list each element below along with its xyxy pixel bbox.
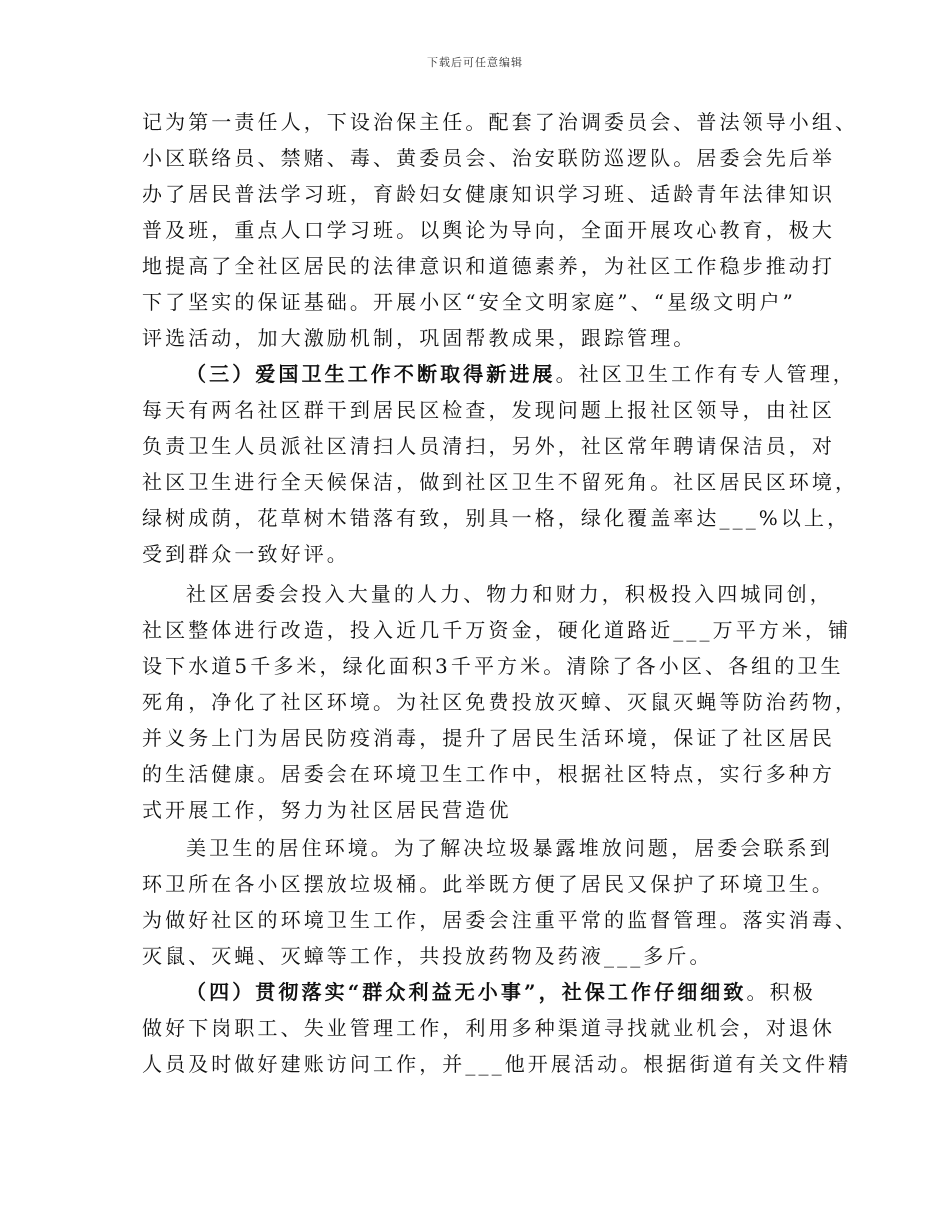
text-run: 。社区卫生工作有专人管理， [555,362,856,386]
text-line: 社区整体进行改造，投入近几千万资金，硬化道路近___万平方米，铺 [142,618,852,642]
text-line: 灭鼠、灭蝇、灭蟑等工作，共投放药物及药液___多斤。 [142,944,713,968]
text-line: 环卫所在各小区摆放垃圾桶。此举既方便了居民又保护了环境卫生。 [142,872,835,896]
text-line: 式开展工作，努力为社区居民营造优 [142,798,512,822]
text-line: 每天有两名社区群干到居民区检查，发现问题上报社区领导，由社区 [142,398,835,422]
text-line: 负责卫生人员派社区清扫人员清扫，另外，社区常年聘请保洁员，对 [142,434,835,458]
text-line: 社区居委会投入大量的人力、物力和财力，积极投入四城同创， [186,582,833,606]
text-line: 死角，净化了社区环境。为社区免费投放灭蟑、灭鼠灭蝇等防治药物， [142,690,859,714]
section-heading: （三）爱国卫生工作不断取得新进展 [186,362,556,386]
text-line: 人员及时做好建账访问工作，并___他开展活动。根据街道有关文件精 [142,1052,852,1076]
text-line: 下了坚实的保证基础。开展小区“安全文明家庭”、“星级文明户” [142,290,796,314]
text-line: 受到群众一致好评。 [142,542,350,566]
text-line: 普及班，重点人口学习班。以舆论为导向，全面开展攻心教育，极大 [142,218,835,242]
section-heading: （四）贯彻落实“群众利益无小事”，社保工作仔细细致 [186,980,747,1004]
section-heading-line [186,980,816,1004]
text-line: 办了居民普法学习班，育龄妇女健康知识学习班、适龄青年法律知识 [142,182,835,206]
text-line: 绿树成荫，花草树木错落有致，别具一格，绿化覆盖率达___%以上， [142,506,851,530]
page-header: 下载后可任意编辑 [427,56,523,69]
text-line: 小区联络员、禁赌、毒、黄委员会、治安联防巡逻队。居委会先后举 [142,146,835,170]
text-line: 评选活动，加大激励机制，巩固帮教成果，跟踪管理。 [142,326,697,350]
text-line: 并义务上门为居民防疫消毒，提升了居民生活环境，保证了社区居民 [142,726,835,750]
text-line: 记为第一责任人，下设治保主任。配套了治调委员会、普法领导小组、 [142,110,859,134]
text-line: 美卫生的居住环境。为了解决垃圾暴露堆放问题，居委会联系到 [186,836,833,860]
section-heading-line [186,362,856,386]
text-line: 的生活健康。居委会在环境卫生工作中，根据社区特点，实行多种方 [142,762,835,786]
text-line: 地提高了全社区居民的法律意识和道德素养，为社区工作稳步推动打 [142,254,835,278]
text-line: 社区卫生进行全天候保洁，做到社区卫生不留死角。社区居民区环境， [142,470,859,494]
text-line: 设下水道5千多米，绿化面积3千平方米。清除了各小区、各组的卫生 [142,654,844,678]
text-line: 为做好社区的环境卫生工作，居委会注重平常的监督管理。落实消毒、 [142,908,859,932]
text-line: 做好下岗职工、失业管理工作，利用多种渠道寻找就业机会，对退休 [142,1016,835,1040]
text-run: 。积极 [746,980,816,1004]
